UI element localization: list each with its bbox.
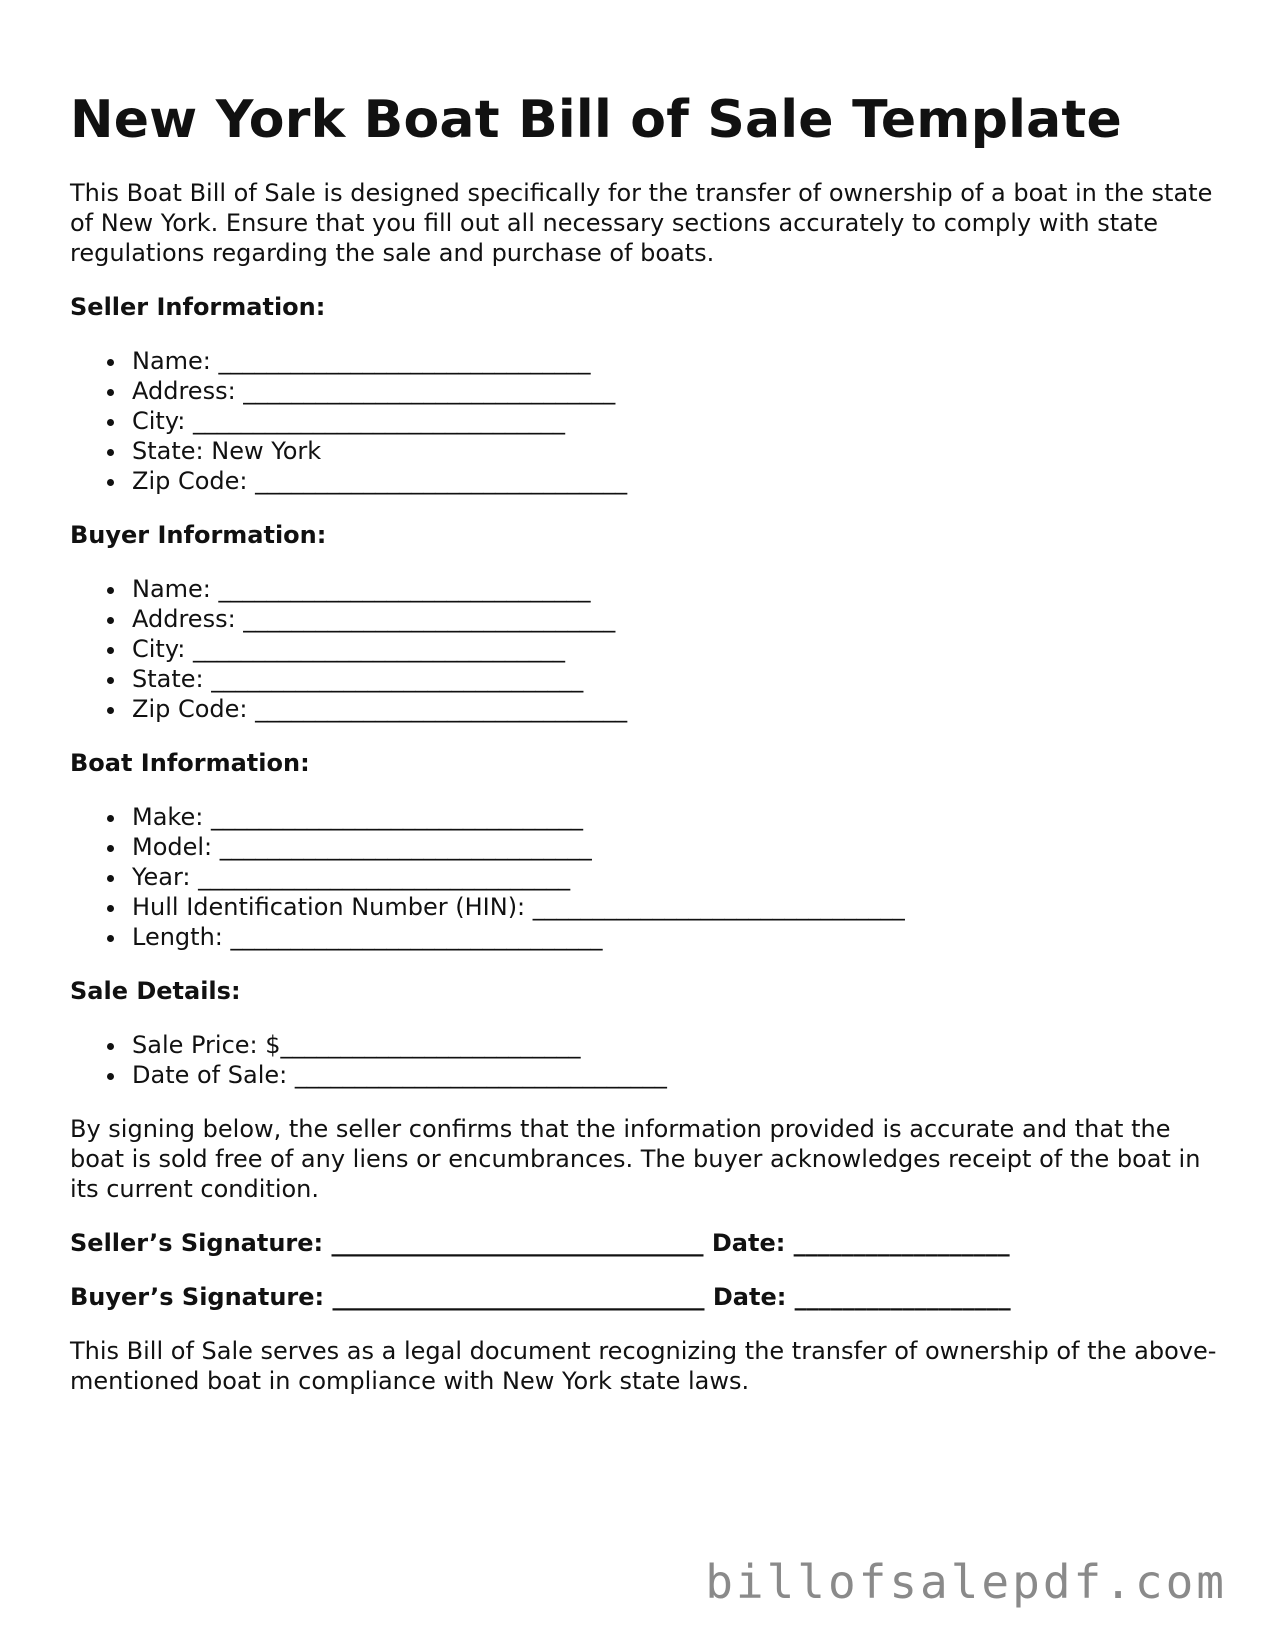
buyer-fields-list [70, 574, 1220, 724]
boat-section-heading: Boat Information: [70, 749, 310, 777]
sale-fields-list [70, 1030, 1220, 1090]
seller-zip-field[interactable]: Zip Code: _______________________________ [132, 466, 1220, 496]
seller-address-field[interactable]: Address: _______________________________ [132, 376, 1220, 406]
boat-model-field[interactable]: Model: _______________________________ [132, 832, 1220, 862]
buyer-name-field[interactable]: Name: _______________________________ [132, 574, 1220, 604]
sale-date-field[interactable]: Date of Sale: _______________________________ [132, 1060, 1220, 1090]
boat-make-field[interactable]: Make: _______________________________ [132, 802, 1220, 832]
buyer-section-heading: Buyer Information: [70, 521, 327, 549]
closing-paragraph: This Bill of Sale serves as a legal document recognizing the transfer of ownership of the above-mentioned boat in compliance with New York state laws. [70, 1337, 1217, 1395]
boat-fields-list [70, 802, 1220, 952]
buyer-state-field[interactable]: State: _______________________________ [132, 664, 1220, 694]
seller-section-heading: Seller Information: [70, 293, 326, 321]
sale-price-field[interactable]: Sale Price: $_________________________ [132, 1030, 1220, 1060]
buyer-address-field[interactable]: Address: _______________________________ [132, 604, 1220, 634]
watermark-text: billofsalepdf.com [705, 1555, 1227, 1609]
buyer-city-field[interactable]: City: _______________________________ [132, 634, 1220, 664]
sale-section-heading: Sale Details: [70, 977, 241, 1005]
intro-paragraph: This Boat Bill of Sale is designed specifically for the transfer of ownership of a boat in the state of New York. Ensure that you fill out all necessary sections accurately to comply with state regulations regarding the sale and purchase of boats. [70, 179, 1213, 267]
attestation-paragraph: By signing below, the seller confirms that the information provided is accurate and that the boat is sold free of any liens or encumbrances. The buyer acknowledges receipt of the boat in its current condition. [70, 1115, 1201, 1203]
buyer-zip-field[interactable]: Zip Code: _______________________________ [132, 694, 1220, 724]
seller-name-field[interactable]: Name: _______________________________ [132, 346, 1220, 376]
document-page [70, 80, 1220, 1396]
seller-fields-list [70, 346, 1220, 496]
page-title: New York Boat Bill of Sale Template [70, 90, 1122, 150]
seller-state-field: State: New York [132, 436, 1220, 466]
boat-length-field[interactable]: Length: _______________________________ [132, 922, 1220, 952]
seller-city-field[interactable]: City: _______________________________ [132, 406, 1220, 436]
buyer-signature-line[interactable]: Buyer’s Signature: _______________________________ Date: __________________ [70, 1283, 1011, 1311]
boat-year-field[interactable]: Year: _______________________________ [132, 862, 1220, 892]
boat-hin-field[interactable]: Hull Identification Number (HIN): _______________________________ [132, 892, 1220, 922]
seller-signature-line[interactable]: Seller’s Signature: _______________________________ Date: __________________ [70, 1229, 1010, 1257]
